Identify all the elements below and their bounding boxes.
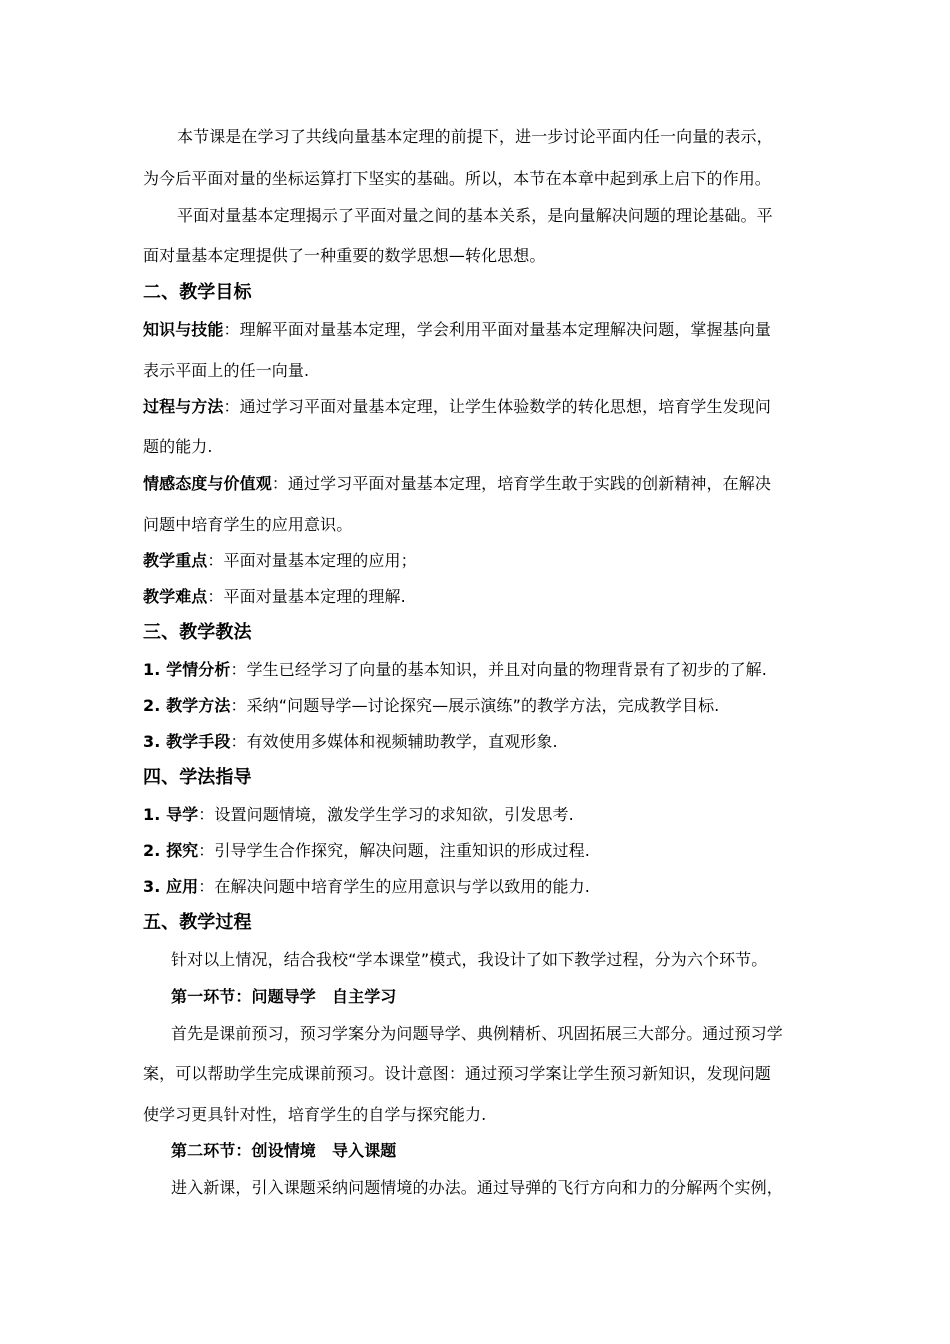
guidance-item-1-text: ：设置问题情境，激发学生学习的求知欲，引发思考. [198, 805, 574, 824]
guidance-item-2-label: 2. 探究 [143, 841, 199, 860]
guidance-item-3-label: 3. 应用 [143, 877, 199, 896]
method-item-2 [143, 696, 808, 716]
guidance-item-3-text: ：在解决问题中培育学生的应用意识与学以致用的能力. [198, 877, 590, 896]
section-heading-guidance: 四、学法指导 [143, 767, 252, 788]
key-point-text: ：平面对量基本定理的应用； [207, 551, 417, 570]
goal-emotion-cont: 问题中培育学生的应用意识。 [143, 515, 353, 534]
goal-process-text: ：通过学习平面对量基本定理，让学生体验数学的转化思想，培育学生发现问 [223, 397, 771, 416]
method-item-1-text: ：学生已经学习了向量的基本知识，并且对向量的物理背景有了初步的了解. [230, 660, 767, 679]
method-item-2-label: 2. 教学方法 [143, 696, 231, 715]
goal-knowledge-text: ：理解平面对量基本定理，学会利用平面对量基本定理解决问题，掌握基向量 [223, 320, 771, 339]
section-heading-methods: 三、教学教法 [143, 622, 252, 643]
guidance-item-1 [143, 805, 808, 825]
goal-process [143, 397, 808, 417]
goal-knowledge-cont: 表示平面上的任一向量. [143, 361, 310, 380]
method-item-3 [143, 732, 808, 752]
goal-knowledge-label: 知识与技能 [143, 320, 224, 339]
goal-process-label: 过程与方法 [143, 397, 224, 416]
section-heading-process: 五、教学过程 [143, 912, 252, 933]
section-heading-goals: 二、教学目标 [143, 282, 252, 303]
step1-para-line-3: 使学习更具针对性，培育学生的自学与探究能力. [143, 1105, 487, 1124]
difficulty-point [143, 587, 808, 607]
guidance-item-1-label: 1. 导学 [143, 805, 199, 824]
intro-line-4: 面对量基本定理提供了一种重要的数学思想—转化思想。 [143, 246, 546, 265]
key-point-label: 教学重点 [143, 551, 208, 570]
step2-title: 第二环节：创设情境 导入课题 [171, 1141, 397, 1160]
intro-line-2: 为今后平面对量的坐标运算打下坚实的基础。所以，本节在本章中起到承上启下的作用。 [143, 169, 771, 188]
method-item-1 [143, 660, 808, 680]
difficulty-point-text: ：平面对量基本定理的理解. [207, 587, 406, 606]
intro-line-3: 平面对量基本定理揭示了平面对量之间的基本关系，是向量解决问题的理论基础。平 [177, 206, 773, 225]
process-intro: 针对以上情况，结合我校“学本课堂”模式，我设计了如下教学过程，分为六个环节。 [171, 950, 768, 969]
guidance-item-2-text: ：引导学生合作探究，解决问题，注重知识的形成过程. [198, 841, 590, 860]
method-item-2-text: ：采纳“问题导学—讨论探究—展示演练”的教学方法，完成教学目标. [230, 696, 720, 715]
goal-emotion-label: 情感态度与价值观 [143, 474, 272, 493]
goal-emotion [143, 474, 808, 494]
step1-para-line-2: 案，可以帮助学生完成课前预习。设计意图：通过预习学案让学生预习新知识，发现问题 [143, 1064, 771, 1083]
method-item-1-label: 1. 学情分析 [143, 660, 231, 679]
method-item-3-label: 3. 教学手段 [143, 732, 231, 751]
step2-para-line-1: 进入新课，引入课题采纳问题情境的办法。通过导弹的飞行方向和力的分解两个实例， [171, 1178, 783, 1197]
step1-para-line-1: 首先是课前预习，预习学案分为问题导学、典例精析、巩固拓展三大部分。通过预习学 [171, 1024, 783, 1043]
guidance-item-2 [143, 841, 808, 861]
goal-knowledge [143, 320, 808, 340]
guidance-item-3 [143, 877, 808, 897]
method-item-3-text: ：有效使用多媒体和视频辅助教学，直观形象. [230, 732, 558, 751]
goal-emotion-text: ：通过学习平面对量基本定理，培育学生敢于实践的创新精神，在解决 [271, 474, 771, 493]
key-point [143, 551, 808, 571]
difficulty-point-label: 教学难点 [143, 587, 208, 606]
intro-line-1: 本节课是在学习了共线向量基本定理的前提下，进一步讨论平面内任一向量的表示， [177, 127, 773, 146]
goal-process-cont: 题的能力. [143, 437, 213, 456]
step1-title: 第一环节：问题导学 自主学习 [171, 987, 397, 1006]
